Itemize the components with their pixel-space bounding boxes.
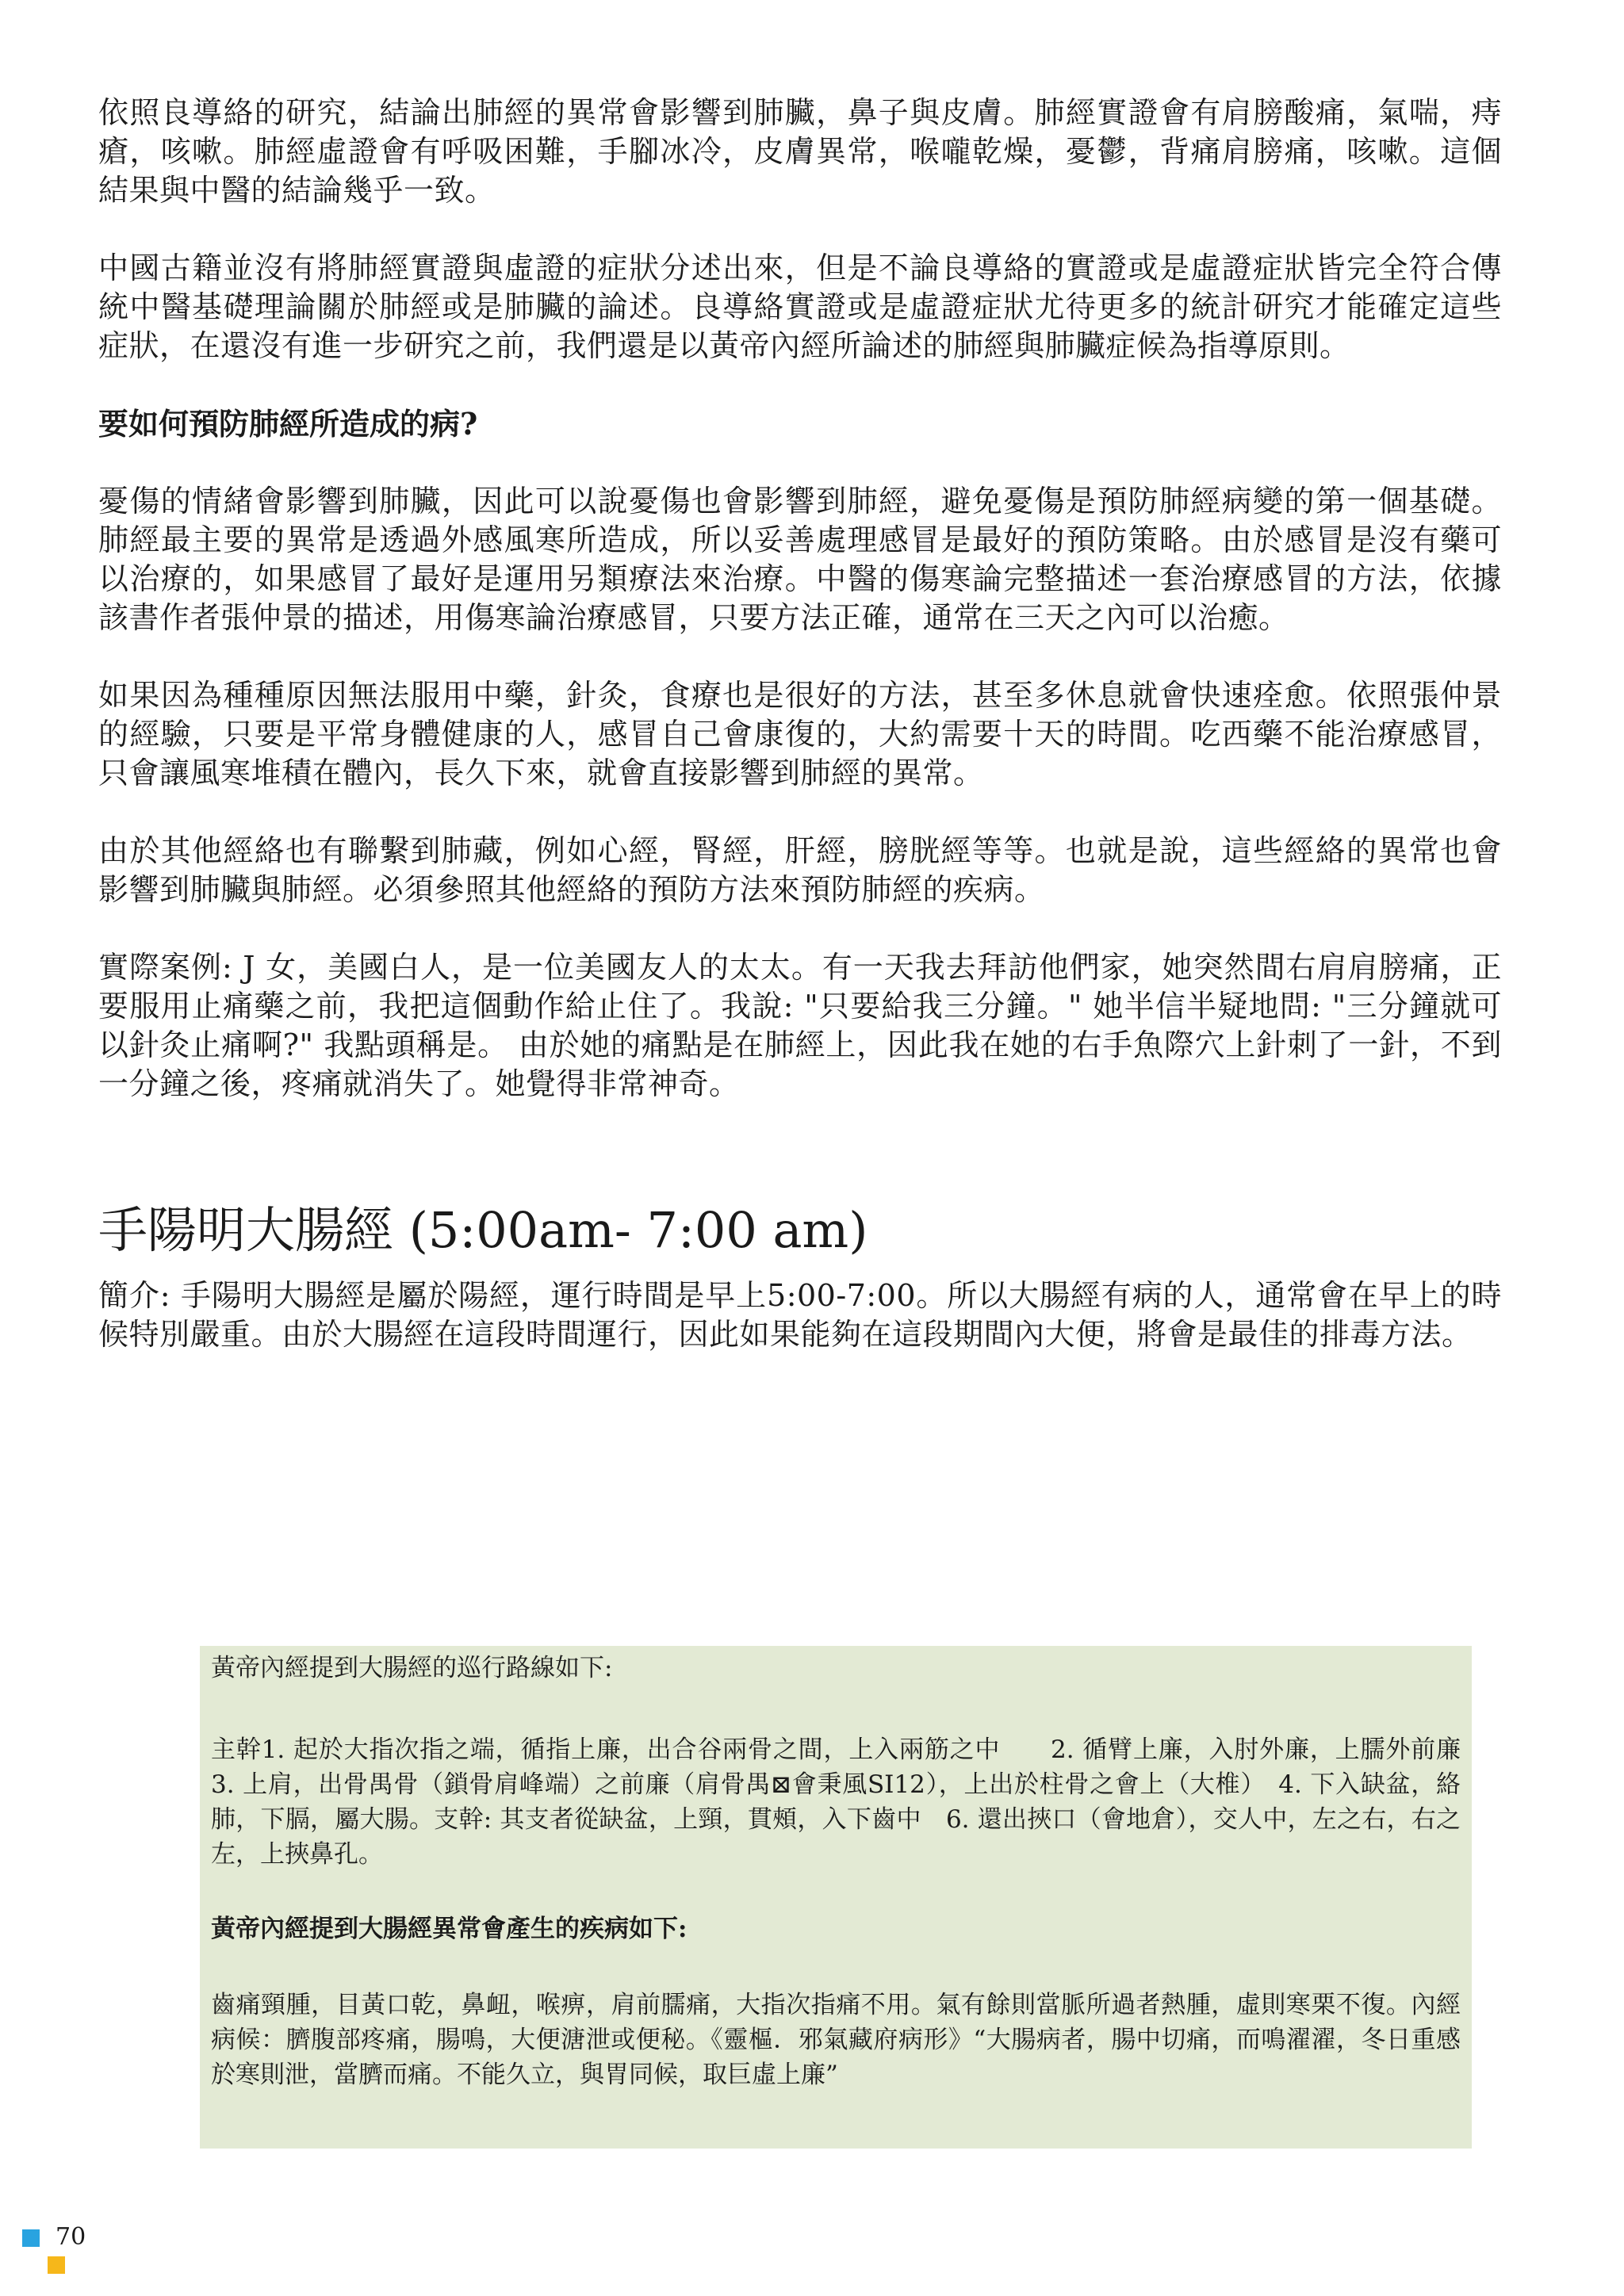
box-disease-text: 齒痛頸腫，目黃口乾，鼻衄，喉痹，肩前臑痛，大指次指痛不用。氣有餘則當脈所過者熱腫，虛則寒栗不復。內經病候：臍腹部疼痛，腸鳴，大便溏泄或便秘。《靈樞．邪氣藏府病形》“大腸病者，腸中切痛，而鳴濯濯，冬日重感於寒則泄，當臍而痛。不能久立，與胃同候，取巨虛上廉” (211, 1991, 1461, 2089)
yellow-square-icon (48, 2256, 65, 2274)
blue-square-icon (22, 2229, 40, 2247)
paragraph: 如果因為種種原因無法服用中藥，針灸，食療也是很好的方法，甚至多休息就會快速痊愈。依照張仲景的經驗，只要是平常身體健康的人，感冒自己會康復的，大約需要十天的時間。吃西藥不能治療感冒，只會讓風寒堆積在體內，長久下來，就會直接影響到肺經的異常。 (98, 678, 1502, 790)
box-disease-title: 黃帝內經提到大腸經異常會產生的疾病如下: (211, 1915, 688, 1943)
page-content (98, 94, 1502, 1393)
paragraph: 中國古籍並沒有將肺經實證與虛證的症狀分述出來，但是不論良導絡的實證或是虛證症狀皆完全符合傳統中醫基礎理論關於肺經或是肺臟的論述。良導絡實證或是虛證症狀尤待更多的統計研究才能確定這些症狀，在還沒有進一步研究之前，我們還是以黃帝內經所論述的肺經與肺臟症候為指導原則。 (98, 251, 1502, 363)
paragraph: 由於其他經絡也有聯繫到肺藏，例如心經，腎經，肝經，膀胱經等等。也就是說，這些經絡的異常也會影響到肺臟與肺經。必須參照其他經絡的預防方法來預防肺經的疾病。 (98, 833, 1502, 907)
section-title: 手陽明大腸經 (5:00am- 7:00 am) (98, 1201, 868, 1259)
page-number: 70 (56, 2223, 86, 2251)
box-intro: 黃帝內經提到大腸經的巡行路線如下: (211, 1654, 613, 1682)
subheading: 要如何預防肺經所造成的病? (98, 406, 478, 442)
paragraph: 憂傷的情緒會影響到肺臟，因此可以說憂傷也會影響到肺經，避免憂傷是預防肺經病變的第一個基礎。肺經最主要的異常是透過外感風寒所造成，所以妥善處理感冒是最好的預防策略。由於感冒是沒有藥可以治療的，如果感冒了最好是運用另類療法來治療。中醫的傷寒論完整描述一套治療感冒的方法，依據該書作者張仲景的描述，用傷寒論治療感冒，只要方法正確，通常在三天之內可以治癒。 (98, 484, 1502, 635)
box-trunk-text: 主幹1. 起於大指次指之端，循指上廉，出合谷兩骨之間，上入兩筋之中 2. 循臂上廉，入肘外廉，上臑外前廉 3. 上肩，出骨禺骨（鎖骨肩峰端）之前廉（肩骨禺⊠會秉風SI12），上出於柱骨之會上（大椎） 4. 下入缺盆，絡肺，下膈，屬大腸。支幹: 其支者從缺盆，上頸，貫頰，入下齒中 6. 還出挾口（會地倉），交人中，左之右，右之左，上挾鼻孔。 (211, 1735, 1485, 1869)
intro-paragraph: 簡介: 手陽明大腸經是屬於陽經，運行時間是早上5:00-7:00。所以大腸經有病的人，通常會在早上的時候特別嚴重。由於大腸經在這段時間運行，因此如果能夠在這段期間內大便，將會是最佳的排毒方法。 (98, 1278, 1502, 1352)
quote-box (200, 1646, 1485, 2149)
case-study-paragraph: 實際案例: J 女，美國白人，是一位美國友人的太太。有一天我去拜訪他們家，她突然間右肩肩膀痛，正要服用止痛藥之前，我把這個動作給止住了。我說: "只要給我三分鐘。" 她半信半疑地問: "三分鐘就可以針灸止痛啊?" 我點頭稱是。 由於她的痛點是在肺經上，因此我在她的右手魚際穴上針刺了一針，不到一分鐘之後，疼痛就消失了。她覺得非常神奇。 (98, 950, 1502, 1101)
paragraph: 依照良導絡的研究，結論出肺經的異常會影響到肺臟，鼻子與皮膚。肺經實證會有肩膀酸痛，氣喘，痔瘡，咳嗽。肺經虛證會有呼吸困難，手腳冰冷，皮膚異常，喉嚨乾燥，憂鬱，背痛肩膀痛，咳嗽。這個結果與中醫的結論幾乎一致。 (98, 95, 1502, 208)
